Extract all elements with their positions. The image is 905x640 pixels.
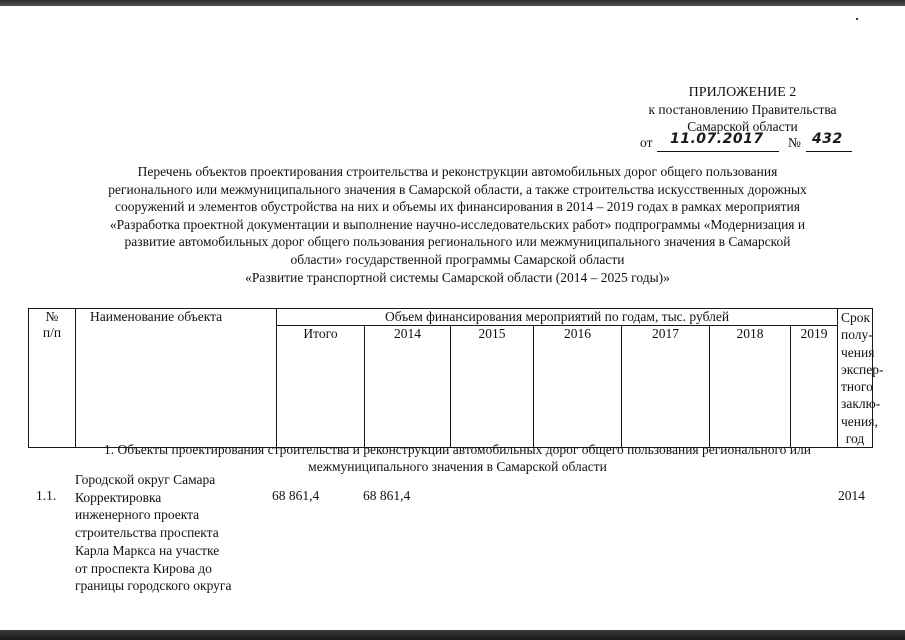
- col-year-2017: 2017: [622, 326, 710, 448]
- row-name-line: границы городского округа: [75, 578, 232, 594]
- number-underline: [806, 151, 852, 152]
- scan-bottom-edge: [0, 630, 905, 640]
- col-year-2018: 2018: [710, 326, 791, 448]
- handwritten-number: 432: [812, 131, 843, 147]
- appendix-block: [630, 84, 855, 135]
- srok-label-line: полу-: [841, 327, 873, 343]
- heading-line: «Развитие транспортной системы Самарской области (2014 – 2025 годы)»: [245, 269, 670, 285]
- appendix-dateline: [640, 131, 855, 157]
- srok-label-line: тного: [841, 379, 873, 395]
- date-underline: [657, 151, 779, 152]
- col-srok-header: [838, 309, 884, 448]
- section-line-2: межмуниципального значения в Самарской области: [308, 459, 607, 474]
- col-year-2016: 2016: [534, 326, 622, 448]
- srok-label-line: Срок: [841, 310, 871, 325]
- row-object-name: [75, 471, 275, 595]
- number-prefix: №: [788, 135, 801, 150]
- heading-line: развитие автомобильных дорог общего пользования регионального или межмуниципального значения в Самарской: [124, 234, 791, 250]
- appendix-title: ПРИЛОЖЕНИЕ 2: [688, 85, 797, 100]
- col-name-header: Наименование объекта: [76, 309, 277, 448]
- row-2014-value: 68 861,4: [363, 488, 411, 503]
- col-num-label-1: №: [45, 309, 59, 324]
- appendix-line-2: Самарской области: [687, 119, 798, 134]
- srok-label-line: чения: [841, 344, 875, 360]
- col-num-header: [29, 309, 76, 448]
- row-name-line: инженерного проекта: [75, 507, 200, 523]
- heading-line: Перечень объектов проектирования строительства и реконструкции автомобильных дорог общего пользования: [137, 164, 778, 179]
- row-total-value: 68 861,4: [272, 488, 320, 503]
- heading-line: области» государственной программы Самарской области: [290, 251, 625, 267]
- row-name-line: Корректировка: [75, 489, 162, 505]
- row-name-line: строительства проспекта: [75, 525, 219, 541]
- section-line-1: 1. Объекты проектирования строительства и реконструкции автомобильных дорог общего пользования регионального или: [104, 442, 811, 457]
- col-year-2014: 2014: [365, 326, 451, 448]
- srok-label-line: год: [845, 431, 865, 447]
- col-total-header: Итого: [277, 326, 365, 448]
- col-num-label-2: п/п: [42, 325, 62, 340]
- srok-label-line: чения,: [841, 413, 878, 429]
- heading-line: регионального или межмуниципального значения в Самарской области, а также строительства искусственных дорожных: [108, 181, 807, 197]
- section-heading: [40, 441, 875, 475]
- srok-label-line: заклю-: [841, 396, 881, 412]
- handwritten-date: 11.07.2017: [670, 131, 764, 147]
- date-prefix: от: [640, 135, 653, 150]
- row-srok-value: 2014: [838, 488, 865, 503]
- srok-label-line: экспер-: [841, 361, 884, 377]
- scan-top-edge: [0, 0, 905, 6]
- heading-line: «Разработка проектной документации и выполнение научно-исследовательских работ» подпрограммы «Модернизация и: [109, 216, 806, 232]
- row-name-line: Карла Маркса на участке: [75, 542, 220, 558]
- heading-line: сооружений и элементов обустройства на них и объемы их финансирования в 2014 – 2019 годах в рамках мероприятия: [115, 199, 800, 215]
- row-name-line: от проспекта Кирова до: [75, 560, 212, 576]
- scan-speck: [856, 18, 858, 20]
- col-funding-header: Объем финансирования мероприятий по годам, тыс. рублей: [277, 309, 838, 326]
- funding-table: [28, 308, 884, 448]
- row-number: 1.1.: [36, 488, 57, 503]
- document-heading: [40, 163, 875, 286]
- table-header-row: [29, 309, 873, 326]
- col-year-2015: 2015: [451, 326, 534, 448]
- col-year-2019: 2019: [791, 326, 838, 448]
- appendix-line-1: к постановлению Правительства: [648, 102, 837, 117]
- row-name-line: Городской округ Самара: [75, 472, 216, 487]
